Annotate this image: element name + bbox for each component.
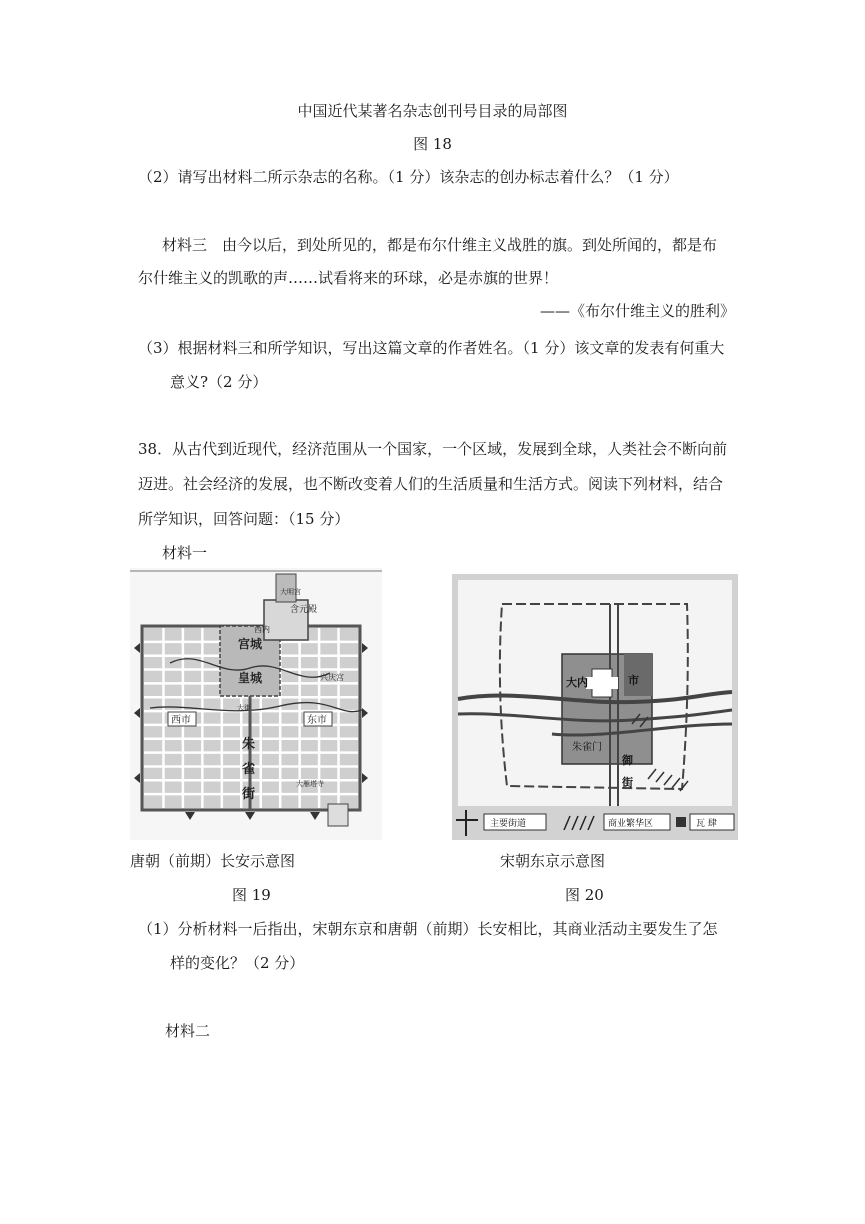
question-38-line2: 迈进。社会经济的发展，也不断改变着人们的生活质量和生活方式。阅读下列材料，结合: [138, 475, 724, 493]
figure18-title: 中国近代某著名杂志创刊号目录的局部图: [297, 102, 568, 120]
tang-label-xinei: 西内: [254, 625, 270, 634]
material3-line2: 尔什维主义的凯歌的声……试看将来的环球，必是赤旗的世界！: [138, 269, 559, 287]
tang-label-zhu: 朱: [242, 737, 256, 752]
legend-main-street: 主要街道: [490, 819, 527, 829]
tang-label-dongshi: 东市: [307, 715, 327, 726]
question-38-line3: 所学知识，回答问题：（15 分）: [138, 510, 350, 528]
tang-label-gongcheng: 宫城: [238, 637, 263, 651]
question-2: （2）请写出材料二所示杂志的名称。（1 分）该杂志的创办标志着什么？（1 分）: [138, 168, 679, 186]
tang-label-xingqing: 兴庆宫: [320, 673, 344, 682]
figure20-label: 图 20: [565, 886, 604, 904]
song-label-shi: 市: [628, 674, 639, 687]
question-1-line2: 样的变化？（2 分）: [170, 954, 305, 972]
song-label-yu: 御: [622, 754, 633, 767]
tang-label-huangcheng: 皇城: [238, 671, 263, 685]
question-3-line1: （3）根据材料三和所学知识，写出这篇文章的作者姓名。（1 分）该文章的发表有何重大: [138, 339, 725, 357]
song-label-danei: 大内: [566, 676, 588, 689]
song-label-jie: 街: [622, 776, 633, 789]
tang-label-daminggong: 大明宫: [280, 588, 301, 596]
tang-label-jie: 街: [242, 787, 256, 802]
tang-label-hanyuan: 含元殿: [290, 605, 318, 615]
tang-label-que: 雀: [242, 762, 256, 777]
figure19-caption: 唐朝（前期）长安示意图: [130, 852, 296, 870]
figure19-label: 图 19: [232, 886, 271, 904]
material2-label: 材料二: [165, 1022, 211, 1040]
question-3-line2: 意义?（2 分）: [170, 373, 268, 391]
material1-label: 材料一: [162, 544, 208, 562]
tang-changan-map: [130, 568, 382, 840]
song-label-zhuquemen: 朱雀门: [572, 742, 602, 753]
song-dongjing-map: [452, 574, 738, 840]
legend-commercial: 商业繁华区: [608, 819, 654, 829]
question-1-line1: （1）分析材料一后指出，宋朝东京和唐朝（前期）长安相比，其商业活动主要发生了怎: [138, 920, 718, 938]
tang-label-street: 大街: [237, 704, 251, 712]
legend-shop: 瓦 肆: [696, 819, 717, 829]
figure18-label: 图 18: [413, 135, 452, 153]
material3-source: ——《布尔什维主义的胜利》: [539, 302, 735, 320]
figure20-caption: 宋朝东京示意图: [500, 852, 606, 870]
tang-label-xishi: 西市: [171, 715, 191, 726]
tang-label-dayan: 大雁塔寺: [296, 780, 324, 788]
question-38-line1: 38．从古代到近现代，经济范围从一个国家，一个区域，发展到全球，人类社会不断向前: [138, 440, 728, 458]
material3-line1: 材料三 由今以后，到处所见的，都是布尔什维主义战胜的旗。到处所闻的，都是布: [162, 236, 718, 254]
